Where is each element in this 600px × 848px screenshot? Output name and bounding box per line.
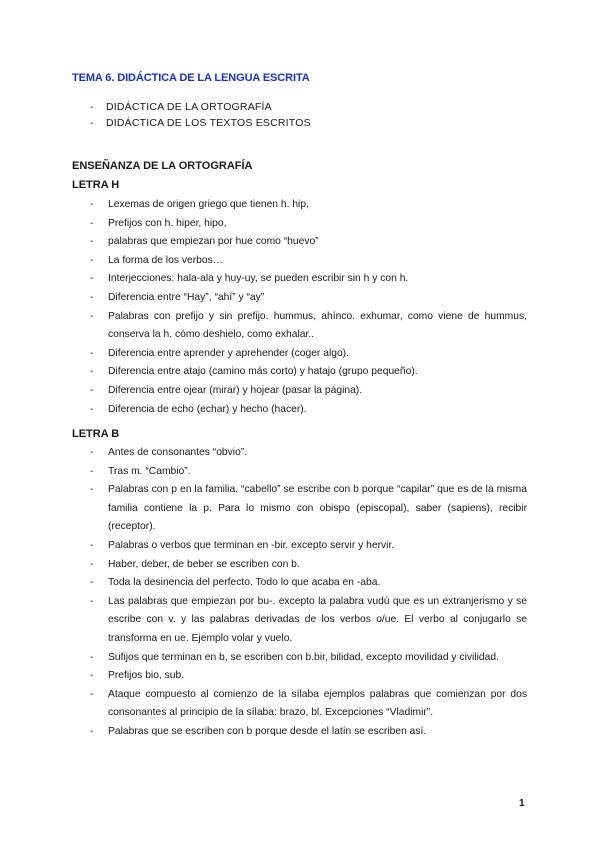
list-item: - Palabras con prefijo y sin prefijo. hummus, ahínco. exhumar, como viene de hummus, conserva la h. cómo deshielo, como exhalar.. bbox=[90, 310, 527, 341]
section-heading: ENSEÑANZA DE LA ORTOGRAFÍA bbox=[72, 160, 253, 172]
list-item: - Lexemas de origen griego que tienen h. hip, bbox=[90, 199, 309, 210]
toc-item: - DIDÁCTICA DE LA ORTOGRAFÍA bbox=[90, 101, 272, 113]
list-item: - Las palabras que empiezan por bu-. excepto la palabra vudú que es un extranjerismo y se escribe con v. y las palabras derivadas de los verbos o/ue. El verbo al conjugarlo se transforma en ue. Ejemplo volar y vuelo. bbox=[90, 595, 527, 644]
toc-item: - DIDÁCTICA DE LOS TEXTOS ESCRITOS bbox=[90, 117, 311, 129]
letra-h-heading: LETRA H bbox=[72, 179, 120, 191]
list-item: - Diferencia de echo (echar) y hecho (hacer). bbox=[90, 403, 307, 415]
list-item: - Palabras o verbos que terminan en -bir. excepto servir y hervir. bbox=[90, 539, 395, 551]
list-item: - La forma de los verbos… bbox=[90, 254, 224, 266]
letra-h-list bbox=[72, 196, 527, 419]
list-item: - Antes de consonantes “obvio”. bbox=[90, 447, 248, 458]
list-item: - Diferencia entre atajo (camino más corto) y hatajo (grupo pequeño). bbox=[90, 366, 418, 378]
list-item: - Palabras con p en la familia. “cabello” se escribe con b porque “capilar” que es de la misma familia contiene la p. Para lo mismo con obispo (episcopal), saber (sapiens), recibir (receptor). bbox=[90, 484, 527, 533]
list-item: - Ataque compuesto al comienzo de la sílaba ejemplos palabras que comienzan por dos consonantes al principio de la sílaba: brazo, bl. Excepciones “Vladimir”. bbox=[90, 688, 527, 719]
letra-b-heading: LETRA B bbox=[72, 428, 120, 440]
list-item: - Tras m. “Cambio”. bbox=[90, 465, 191, 477]
table-of-contents bbox=[72, 99, 311, 131]
list-item: - Prefijos bio, sub. bbox=[90, 670, 185, 682]
list-item: - Toda la desinencia del perfecto. Todo lo que acaba en -aba. bbox=[90, 577, 381, 589]
letra-b-list bbox=[72, 444, 527, 742]
list-item: - Sufijos que terminan en b, se escriben con b.bir, bilidad, excepto movilidad y civilidad. bbox=[90, 651, 499, 663]
document-title: TEMA 6. DIDÁCTICA DE LA LENGUA ESCRITA bbox=[72, 72, 310, 84]
list-item: - Prefijos con h. hiper, hipo, bbox=[90, 217, 227, 229]
list-item: - Diferencia entre “Hay”, “ahí” y “ay” bbox=[90, 291, 265, 303]
list-item: - Haber, deber, de beber se escriben con b. bbox=[90, 558, 300, 570]
list-item: - Diferencia entre ojear (mirar) y hojear (pasar la página). bbox=[90, 384, 363, 396]
list-item: - Diferencia entre aprender y aprehender (coger algo). bbox=[90, 347, 349, 359]
list-item: - Interjecciones: hala-ala y huy-uy, se pueden escribir sin h y con h. bbox=[90, 273, 409, 285]
page-number: 1 bbox=[519, 798, 525, 809]
list-item: - palabras que empiezan por hue como “huevo” bbox=[90, 236, 319, 248]
list-item: - Palabras que se escriben con b porque desde el latín se escriben así. bbox=[90, 725, 427, 737]
